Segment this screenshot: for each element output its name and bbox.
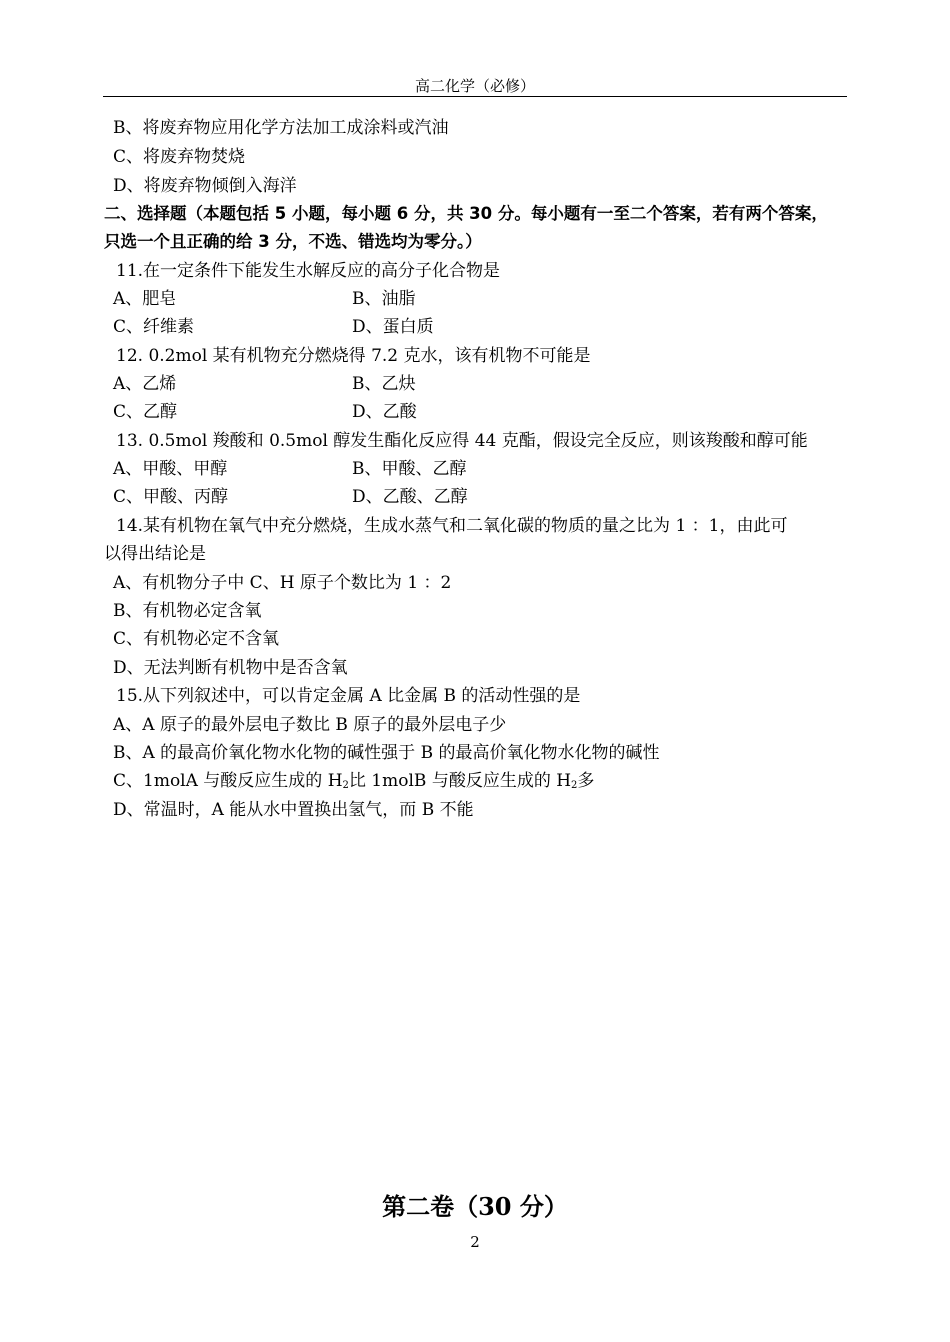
q14-option-c: C、有机物必定不含氧 <box>113 629 280 649</box>
q12-stem: 12. 0.2mol 某有机物充分燃烧得 7.2 克水，该有机物不可能是 <box>116 346 591 366</box>
q15-option-b: B、A 的最高价氧化物水化物的碱性强于 B 的最高价氧化物水化物的碱性 <box>113 743 660 763</box>
q14-option-a: A、有机物分子中 C、H 原子个数比为 1 ：2 <box>113 573 452 593</box>
q14-stem-line2: 以得出结论是 <box>104 544 206 564</box>
section2-heading-line2: 只选一个且正确的给 3 分，不选、错选均为零分。） <box>104 232 482 251</box>
page-header: 高二化学（必修） <box>414 77 535 95</box>
q12-option-b: B、乙炔 <box>352 374 416 394</box>
q11-option-b: B、油脂 <box>352 289 416 309</box>
q15-stem: 15.从下列叙述中，可以肯定金属 A 比金属 B 的活动性强的是 <box>116 686 581 706</box>
q12-option-c: C、乙醇 <box>113 402 178 422</box>
q15-option-d: D、常温时，A 能从水中置换出氢气，而 B 不能 <box>113 800 474 820</box>
q11-option-c: C、纤维素 <box>113 317 195 337</box>
q13-option-d: D、乙酸、乙醇 <box>352 487 468 507</box>
q14-option-b: B、有机物必定含氧 <box>113 601 262 621</box>
q15-c-text-3: 多 <box>577 771 595 791</box>
q13-option-a: A、甲酸、甲醇 <box>113 459 228 479</box>
part2-title: 第二卷（30 分） <box>382 1192 568 1221</box>
q15-option-a: A、A 原子的最外层电子数比 B 原子的最外层电子少 <box>113 715 507 735</box>
section2-heading-line1: 二、选择题（本题包括 5 小题，每小题 6 分，共 30 分。每小题有一至二个答案，若有两个答案， <box>104 204 828 223</box>
q11-stem: 11.在一定条件下能发生水解反应的高分子化合物是 <box>116 261 501 281</box>
q13-stem: 13. 0.5mol 羧酸和 0.5mol 醇发生酯化反应得 44 克酯，假设完全反应，则该羧酸和醇可能 <box>116 431 808 451</box>
q13-option-c: C、甲酸、丙醇 <box>113 487 229 507</box>
q15-c-text-2: 比 1molB 与酸反应生成的 H <box>348 771 572 791</box>
q15-c-subscript-1: 2 <box>342 780 349 791</box>
prev-option-b: B、将废弃物应用化学方法加工成涂料或汽油 <box>113 118 449 138</box>
header-rule <box>103 96 847 97</box>
prev-option-d: D、将废弃物倾倒入海洋 <box>113 176 297 196</box>
q11-option-a: A、肥皂 <box>113 289 177 309</box>
page-number: 2 <box>470 1233 480 1251</box>
q12-option-a: A、乙烯 <box>113 374 177 394</box>
q14-stem-line1: 14.某有机物在氧气中充分燃烧，生成水蒸气和二氧化碳的物质的量之比为 1 ：1，由此可 <box>116 516 788 536</box>
q11-option-d: D、蛋白质 <box>352 317 434 337</box>
q12-option-d: D、乙酸 <box>352 402 417 422</box>
q13-option-b: B、甲酸、乙醇 <box>352 459 467 479</box>
q15-c-subscript-2: 2 <box>571 780 578 791</box>
q15-c-text-1: C、1molA 与酸反应生成的 H <box>113 771 343 791</box>
prev-option-c: C、将废弃物焚烧 <box>113 147 246 167</box>
q14-option-d: D、无法判断有机物中是否含氧 <box>113 658 348 678</box>
